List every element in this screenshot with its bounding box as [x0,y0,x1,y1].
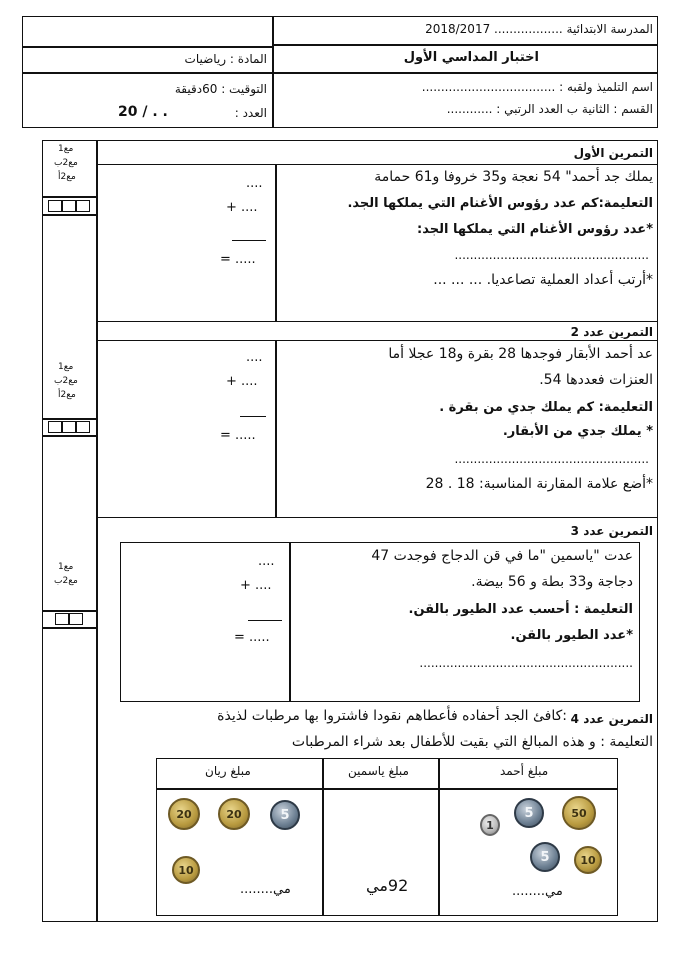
ex3-op-line [248,620,282,621]
ex2-criteria-2b: مع2ب [54,376,78,386]
coin-5-icon: 5 [270,800,300,830]
header-row-line-left2 [22,72,272,74]
ex3-line1: عدت "ياسمين "ما في قن الدجاج فوجدت 47 [371,548,633,564]
money-table-col-2 [438,758,440,916]
score-label: العدد : [234,106,267,120]
col-yasmine-header: مبلغ ياسمين [348,764,409,778]
subject-label: المادة : رياضيات [184,52,267,66]
ex3-op-divider [289,542,291,702]
ex1-criteria-2a: مع2أ [58,172,76,182]
ex3-op-top[interactable]: .... [258,554,275,569]
ex2-line2: العنزات فعددها 54. [539,372,653,388]
col-rayan-header: مبلغ ريان [205,764,251,778]
student-name-field[interactable]: اسم التلميذ ولقبه : ................................... [421,80,653,94]
money-table-col-1 [322,758,324,916]
rayan-amount[interactable]: مي........ [240,882,291,897]
ex3-criteria-1: مع1 [58,562,74,572]
ex2-op-top[interactable]: .... [246,350,263,365]
header-row-line-right2 [272,72,658,74]
coin-20-icon: 20 [218,798,250,830]
ex1-score-box-3[interactable] [76,200,90,212]
school-line: المدرسة الابتدائية .................. 2018/2017 [425,22,653,36]
ex3-line3: التعليمة : أحسب عدد الطيور بالقن. [408,602,633,617]
ex2-criteria-bottom [42,435,96,437]
ex3-criteria-2b: مع2ب [54,576,78,586]
coin-50-icon: 50 [562,796,596,830]
header-row-line-right [272,44,658,46]
ex1-criteria-line [42,196,96,198]
ex1-op-equals[interactable]: = ..... [220,252,256,267]
ex1-line3: *عدد رؤوس الأغنام التي يملكها الجد: [417,222,653,237]
ex1-op-line [232,240,266,241]
ex2-answer-line[interactable]: ................................................... [454,452,649,466]
ex1-answer-line[interactable]: ................................................... [454,248,649,262]
ex2-op-equals[interactable]: = ..... [220,428,256,443]
ex2-score-box-3[interactable] [76,421,90,433]
ex3-op-plus[interactable]: + .... [240,578,272,593]
ex1-line2: التعليمة:كم عدد رؤوس الأغنام التي يملكها الجد. [347,196,653,211]
ex3-line2: دجاجة و33 بطة و 56 بيضة. [471,574,633,590]
ex3-score-box-1[interactable] [55,613,69,625]
ex4-line2: التعليمة : و هذه المبالغ التي بقيت للأطفال بعد شراء المرطبات [291,734,653,750]
ex3-criteria-line [42,610,96,612]
ex3-op-equals[interactable]: = ..... [234,630,270,645]
ex2-criteria-line [42,418,96,420]
ex3-box [120,542,640,702]
exam-title: اختبار المداسي الأول [403,50,539,65]
ex4-title: التمرين عدد 4 [570,712,653,726]
ex1-op-plus[interactable]: + .... [226,200,258,215]
coin-1-icon: 1 [480,814,500,836]
ex1-op-divider [275,164,277,322]
ex3-answer-line[interactable]: ........................................................ [419,656,633,670]
ex1-criteria-2b: مع2ب [54,158,78,168]
ex2-criteria-2a: مع2أ [58,390,76,400]
header-row-line [22,46,272,48]
ex2-line1: عد أحمد الأبقار فوجدها 28 بقرة و18 عجلا أما [388,346,653,362]
ex3-criteria-bottom [42,627,96,629]
coin-5-icon: 5 [530,842,560,872]
ex1-title: التمرين الأول [573,146,653,160]
money-table-header-line [156,788,618,790]
ex1-line5: *أرتب أعداد العملية تصاعديا. ... ... ... [433,272,653,288]
ahmed-amount[interactable]: مي........ [512,884,563,899]
ex1-criteria-bottom [42,214,96,216]
ex2-score-box-2[interactable] [62,421,76,433]
class-info: القسم : الثانية ب العدد الرتبي : ............ [446,102,653,116]
ex2-line6: *أضع علامة المقارنة المناسبة: 18 . 28 [425,476,653,492]
ex1-line1: يملك جد أحمد" 54 نعجة و35 خروفا و61 حمامة [374,169,653,185]
duration-label: التوقيت : 60دقيقة [174,82,267,96]
ex2-score-box-1[interactable] [48,421,62,433]
ex3-line4: *عدد الطيور بالقن. [510,628,633,643]
yasmine-amount: 92مي [366,876,409,895]
ex1-op-top[interactable]: .... [246,176,263,191]
ex2-title: التمرين عدد 2 [570,325,653,339]
ex2-op-line [240,416,266,417]
score-value: 20 / . . [118,104,168,120]
col-ahmed-header: مبلغ أحمد [500,764,549,778]
ex3-title: التمرين عدد 3 [570,524,653,538]
ex1-score-box-2[interactable] [62,200,76,212]
coin-5-icon: 5 [514,798,544,828]
ex2-line4: * يملك جدي من الأبقار. [502,424,653,439]
ex1-box [96,164,658,322]
ex2-op-plus[interactable]: + .... [226,374,258,389]
ex2-op-divider [275,340,277,518]
coin-20-icon: 20 [168,798,200,830]
ex3-score-box-2[interactable] [69,613,83,625]
ex1-criteria-1: مع1 [58,144,74,154]
ex2-line3: التعليمة: كم يملك جدي من بقرة . [439,400,653,415]
ex4-line1: :كافئ الجد أحفاده فأعطاهم نقودا فاشتروا بها مرطبات لذيذة [217,708,567,724]
ex2-criteria-1: مع1 [58,362,74,372]
coin-10-icon: 10 [574,846,602,874]
coin-10-icon: 10 [172,856,200,884]
ex1-score-box-1[interactable] [48,200,62,212]
